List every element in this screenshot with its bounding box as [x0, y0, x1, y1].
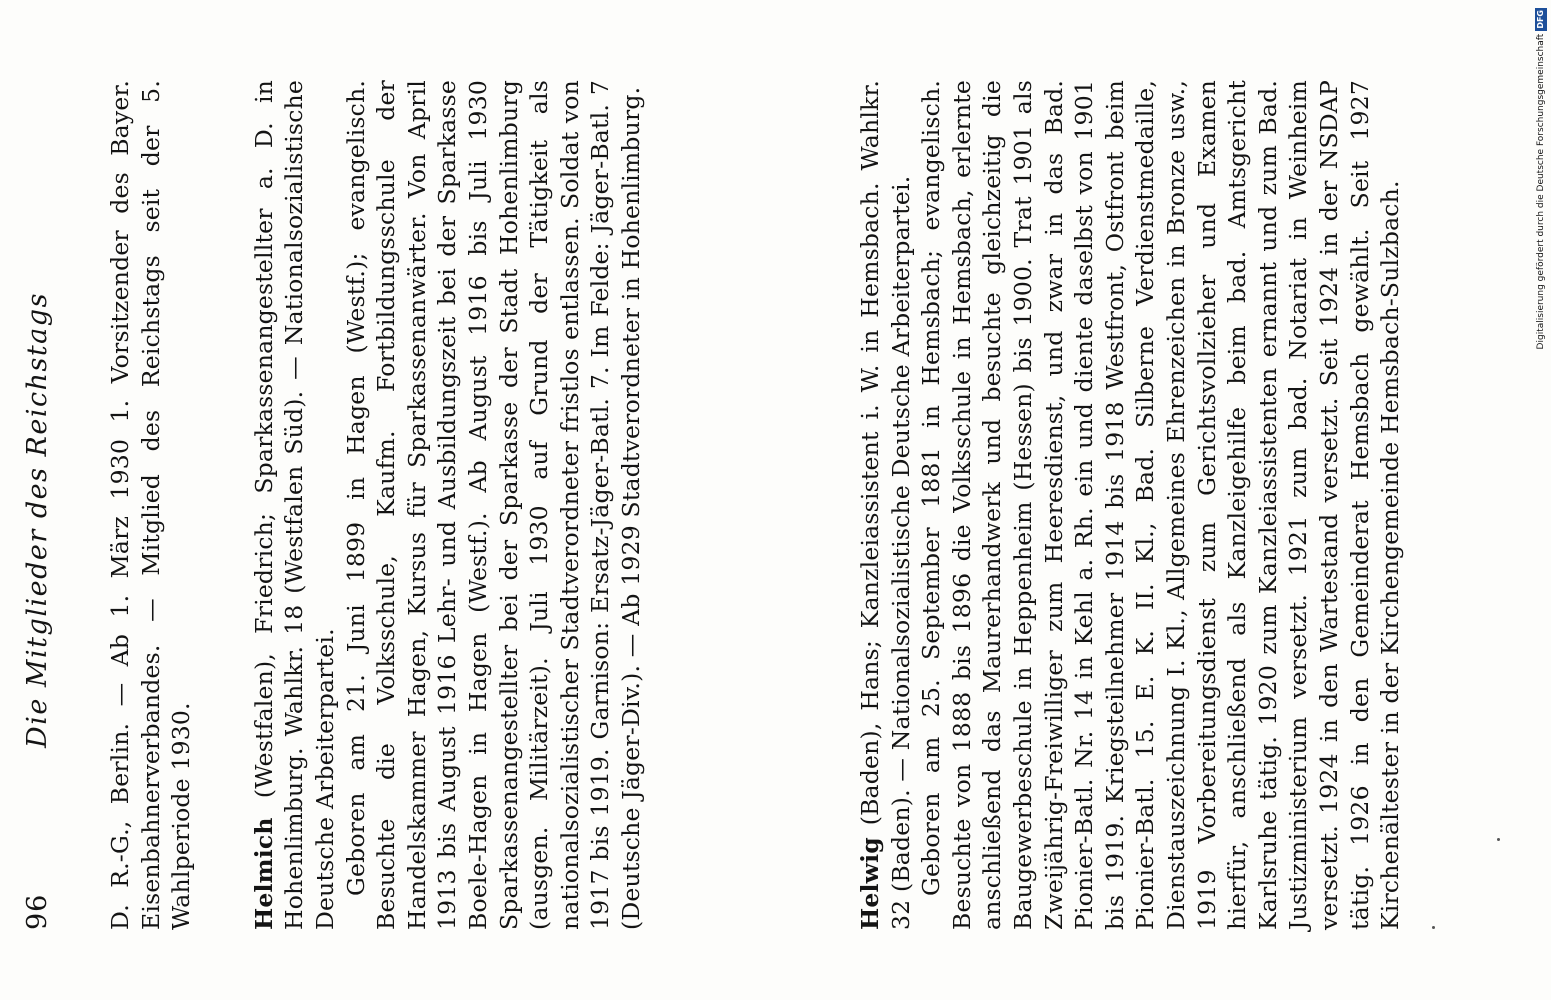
page-header [22, 110, 58, 930]
page-number: 96 [22, 893, 53, 930]
digitization-note [1534, 8, 1548, 698]
entry-helmich-intro [249, 80, 341, 930]
entry-helmich-intro-text: (Westfalen), Friedrich; Sparkassenangestellter a. D. in Hohenlimburg. Wahlkr. 18 (Westfalen Süd). — Nationalsozialistische Deutsche Arbeiterpartei. [249, 80, 339, 930]
scan-speck [1497, 838, 1500, 841]
entry-name-helmich: Helmich [249, 817, 278, 930]
entry-helmich-body: Geboren am 21. Juni 1899 in Hagen (Westf.); evangelisch. Besuchte die Volksschule, Kaufm. Fortbildungsschule der Handelskammer Hagen, Kursus für Sparkassenanwärter. Von April 1913 bis August 1916 Lehr- und Ausbildungszeit bei der Sparkasse Boele-Hagen in Hagen (Westf.). Ab August 1916 bis Juli 1930 Sparkassenangestellter bei der Sparkasse der Stadt Hohenlimburg (ausgen. Militärzeit). Juli 1930 auf Grund der Tätigkeit als nationalsozialistischer Stadtverordneter fristlos entlassen. Soldat von 1917 bis 1919. Garnison: Ersatz-Jäger-Batl. 7. Im Felde: Jäger-Batl. 7 (Deutsche Jäger-Div.). — Ab 1929 Stadtverordneter in Hohenlimburg. [341, 80, 645, 930]
continuation-paragraph: D. R.-G., Berlin. — Ab 1. März 1930 1. Vorsitzender des Bayer. Eisenbahnerverbandes. — Mitglied des Reichstags seit der 5. Wahlperiode 1930. [106, 80, 196, 930]
running-title: Die Mitglieder des Reichstags [22, 292, 53, 748]
text-column-bottom [855, 80, 1406, 930]
entry-name-helwig: Helwig [856, 837, 884, 930]
entry-helwig-body: Geboren am 25. September 1881 in Hemsbach; evangelisch. Besuchte von 1888 bis 1896 die Volksschule in Hemsbach, erlernte anschließend das Maurerhandwerk und besuchte gleichzeitig die Baugewerbeschule in Heppenheim (Hessen) bis 1900. Trat 1901 als Zweijährig-Freiwilliger zum Heeresdienst, und zwar in das Bad. Pionier-Batl. Nr. 14 in Kehl a. Rh. ein und diente daselbst von 1901 bis 1919. Kriegsteilnehmer 1914 bis 1918 Westfront, Ostfront beim Pionier-Batl. 15. E. K. II. Kl., Bad. Silberne Verdienstmedaille, Dienstauszeichnung I. Kl., Allgemeines Ehrenzeichen in Bronze usw., 1919 Vorbereitungsdienst zum Gerichtsvollzieher und Examen hierfür, anschließend als Kanzleigehilfe beim bad. Amtsgericht Karlsruhe tätig. 1920 zum Kanzleiassistenten ernannt und zum Bad. Justizministerium versetzt. 1921 zum bad. Notariat in Weinheim versetzt. 1924 in den Wartestand versetzt. Seit 1924 in der NSDAP tätig. 1926 in den Gemeinderat Hemsbach gewählt. Seit 1927 Kirchenältester in der Kirchengemeinde Hemsbach-Sulzbach. [917, 80, 1405, 930]
dfg-logo: DFG [1536, 10, 1545, 29]
text-column-top [105, 80, 647, 930]
entry-helwig-intro [855, 80, 916, 930]
scan-speck [1432, 926, 1435, 929]
entry-helwig-intro-text: (Baden), Hans; Kanzleiassistent i. W. in Hemsbach. Wahlkr. 32 (Baden). — Nationalsozialistische Deutsche Arbeiterpartei. [856, 79, 915, 930]
digitization-note-text: Digitalisierung gefördert durch die Deutsche Forschungsgemeinschaft [1536, 33, 1546, 350]
